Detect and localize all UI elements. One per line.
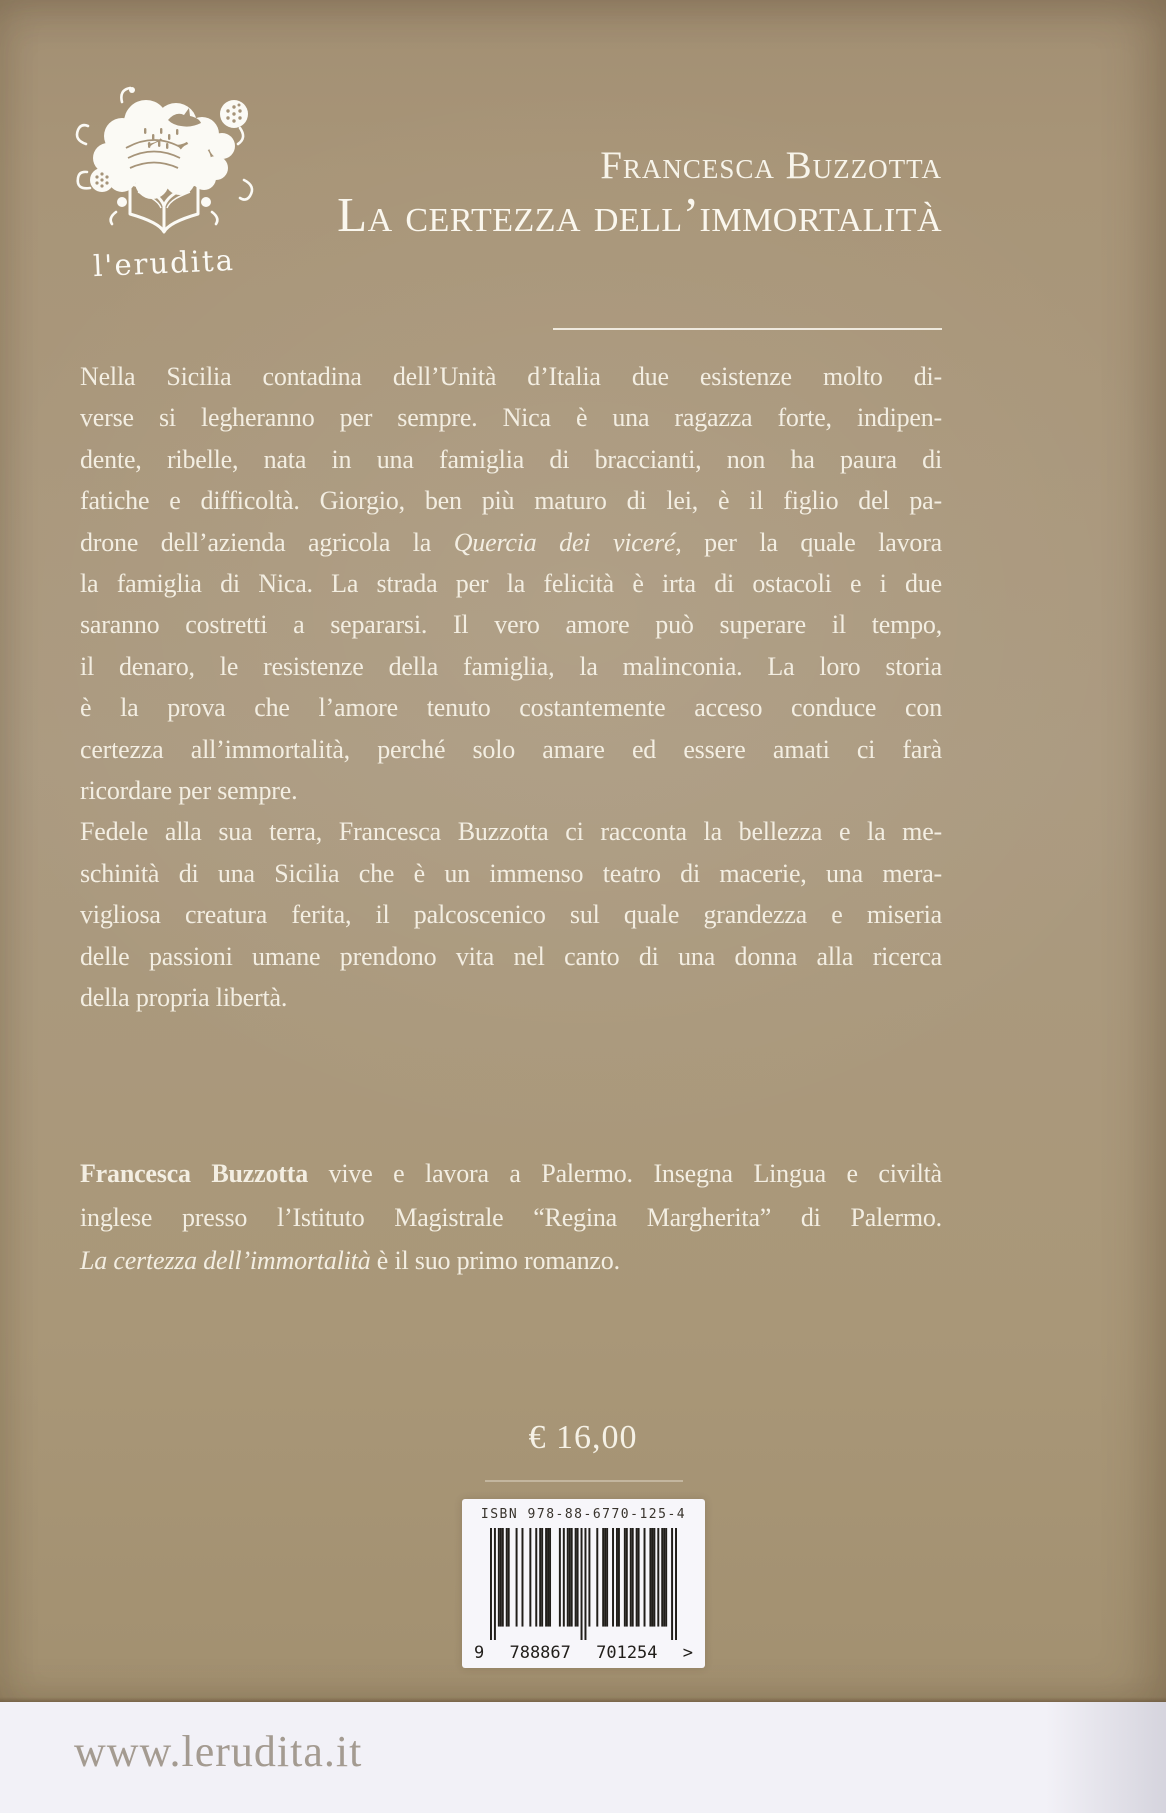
isbn-barcode: [462, 1499, 705, 1668]
book-synopsis: [80, 356, 942, 1019]
bio-line: inglese presso l’Istituto Magistrale “Regina Margherita” di Palermo.: [80, 1202, 942, 1232]
barcode-bars-icon: [490, 1528, 677, 1640]
synopsis-line: schinità di una Sicilia che è un immenso teatro di macerie, una mera-: [80, 858, 942, 888]
isbn-label: ISBN 978-88-6770-125-4: [480, 1507, 687, 1522]
synopsis-line: Fedele alla sua terra, Francesca Buzzotta ci racconta la bellezza e la me-: [80, 817, 942, 847]
synopsis-line: delle passioni umane prendono vita nel canto di una donna alla ricerca: [80, 941, 942, 971]
page-edge-shadow: [1046, 1702, 1166, 1813]
author-bio: [80, 1152, 942, 1283]
book-title: La certezza dell’immortalità: [337, 187, 942, 242]
synopsis-line: fatiche e difficoltà. Giorgio, ben più maturo di lei, è il figlio del pa-: [80, 486, 942, 516]
barcode-digit-group: 9: [474, 1643, 485, 1663]
synopsis-line: Nella Sicilia contadina dell’Unità d’Italia due esistenze molto di-: [80, 362, 942, 391]
book-author: Francesca Buzzotta: [600, 144, 942, 187]
bio-line: Francesca Buzzotta vive e lavora a Palermo. Insegna Lingua e civiltà: [80, 1159, 942, 1188]
publisher-logo: [58, 84, 270, 284]
publisher-name: l'erudita: [92, 242, 236, 284]
barcode-digit-group: >: [682, 1643, 693, 1663]
barcode-digit-group: 788867: [509, 1643, 571, 1663]
price-label: € 16,00: [528, 1419, 638, 1456]
synopsis-line: drone dell’azienda agricola la Quercia dei viceré, per la quale lavora: [80, 527, 942, 557]
synopsis-line: verse si legheranno per sempre. Nica è una ragazza forte, indipen-: [80, 403, 942, 433]
barcode-digits: [474, 1643, 693, 1663]
synopsis-line: certezza all’immortalità, perché solo amare ed essere amati ci farà: [80, 734, 942, 764]
synopsis-line: vigliosa creatura ferita, il palcoscenico sul quale grandezza e miseria: [80, 900, 942, 930]
barcode-digit-group: 701254: [596, 1643, 658, 1663]
cloud-book-logo-icon: [64, 84, 264, 244]
barcode-divider: [485, 1480, 683, 1482]
bio-line: La certezza dell’immortalità è il suo primo romanzo.: [80, 1246, 620, 1275]
synopsis-line: dente, ribelle, nata in una famiglia di braccianti, non ha paura di: [80, 444, 942, 474]
synopsis-line: è la prova che l’amore tenuto costantemente acceso conduce con: [80, 693, 942, 723]
synopsis-line: della propria libertà.: [80, 983, 288, 1013]
title-divider: [553, 328, 942, 330]
synopsis-line: la famiglia di Nica. La strada per la felicità è irta di ostacoli e i due: [80, 569, 942, 599]
synopsis-line: saranno costretti a separarsi. Il vero amore può superare il tempo,: [80, 610, 942, 640]
website-url: www.lerudita.it: [74, 1727, 363, 1776]
synopsis-line: il denaro, le resistenze della famiglia, la malinconia. La loro storia: [80, 651, 942, 681]
footer-band: [0, 1702, 1166, 1813]
synopsis-line: ricordare per sempre.: [80, 776, 298, 806]
